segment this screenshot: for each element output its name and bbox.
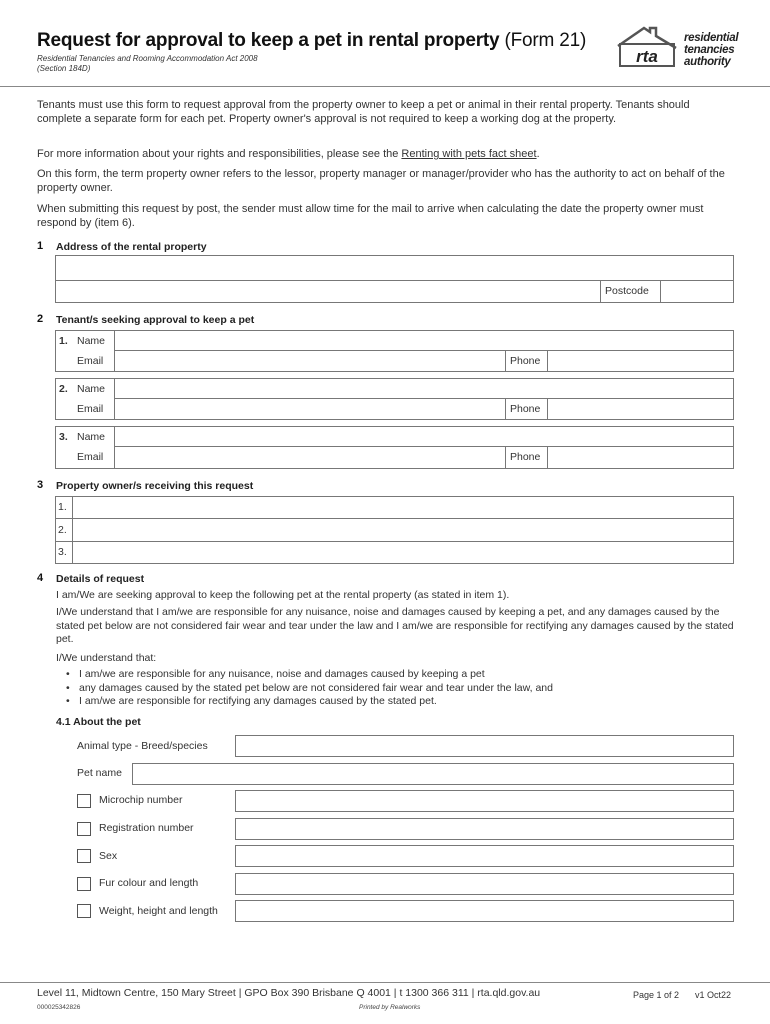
microchip-checkbox[interactable] [77, 794, 91, 808]
form-code: 000025342826 [37, 1004, 81, 1011]
pet-name-input[interactable] [132, 763, 734, 785]
owner-2-number: 2. [58, 524, 67, 536]
intro-p2-text: For more information about your rights and responsibilities, please see the [37, 148, 402, 160]
intro-paragraph-4: When submitting this request by post, the sender must allow time for the mail to arrive when calculating the date the property owner must respond by (item 6). [37, 203, 704, 229]
tenant-2-name-label: Name [77, 383, 106, 395]
tenant-3-phone-label: Phone [510, 451, 541, 463]
animal-type-label: Animal type - Breed/species [77, 740, 208, 752]
section-4-number: 4 [37, 572, 44, 584]
tenant-3-email-label: Email [77, 451, 104, 463]
owner-3-input[interactable] [73, 542, 733, 563]
tenant-3-email-input[interactable] [115, 447, 505, 468]
intro-paragraph-3: On this form, the term property owner refers to the lessor, property manager or manager/provider who has the authority to act on behalf of the property owner. [37, 168, 725, 194]
tenant-3-phone-divider [505, 446, 506, 469]
weight-label: Weight, height and length [99, 905, 218, 917]
postcode-input[interactable] [661, 281, 733, 302]
pet-name-label: Pet name [77, 767, 122, 779]
section-1-number: 1 [37, 240, 44, 252]
tenant-2-phone-label: Phone [510, 403, 541, 415]
bullet-dot-2: • [66, 682, 70, 694]
page-number: Page 1 of 2 [633, 990, 680, 1000]
tenant-2-email-input[interactable] [115, 399, 505, 419]
weight-input[interactable] [235, 900, 734, 922]
registration-checkbox[interactable] [77, 822, 91, 836]
owner-1-input[interactable] [73, 497, 733, 518]
tenant-2-name-input[interactable] [115, 379, 733, 398]
bullet-dot-3: • [66, 695, 70, 707]
tenant-3-number: 3. [59, 431, 68, 443]
owner-1-number: 1. [58, 501, 67, 513]
logo-line-2: tenancies [684, 44, 735, 56]
logo-line-3: authority [684, 56, 731, 68]
subsection-4-1-title: 4.1 About the pet [56, 716, 141, 728]
version-label: v1 Oct22 [695, 990, 732, 1000]
section-4-title: Details of request [56, 573, 145, 585]
act-line-2: (Section 184D) [37, 64, 91, 73]
section-1-title: Address of the rental property [56, 241, 207, 253]
tenant-1-phone-divider [505, 350, 506, 372]
tenant-2-phone-input[interactable] [548, 399, 733, 419]
section-3-number: 3 [37, 479, 44, 491]
bullet-dot-1: • [66, 668, 70, 680]
act-line-1: Residential Tenancies and Rooming Accommodation Act 2008 [37, 54, 258, 63]
sex-label: Sex [99, 850, 118, 862]
address-line-1-input[interactable] [56, 256, 733, 280]
intro-paragraph-1: Tenants must use this form to request approval from the property owner to keep a pet or animal in their rental property. Tenants should complete a separate form for each pet. Property owner's approval is not required to keep a working dog at the property. [37, 99, 690, 125]
rta-logo-icon [614, 24, 680, 70]
tenant-2-phone-divider [505, 398, 506, 420]
owner-3-number: 3. [58, 546, 67, 558]
bullet-item-3: I am/we are responsible for rectifying any damages caused by the stated pet. [79, 695, 437, 707]
address-line-2-input[interactable] [56, 281, 600, 302]
responsibility-statement: I/We understand that I am/we are responsible for any nuisance, noise and damages caused by keeping a pet, and any damages caused by the stated pet below are not considered fair wear and tear under the law and I am/we are responsible for rectifying any damages caused by the stated pet. [56, 606, 734, 645]
tenant-2-number: 2. [59, 383, 68, 395]
act-reference [37, 54, 258, 74]
animal-type-input[interactable] [235, 735, 734, 757]
intro-paragraph-2 [37, 148, 727, 162]
fur-input[interactable] [235, 873, 734, 895]
footer-divider [0, 982, 770, 983]
tenant-1-number: 1. [59, 335, 68, 347]
microchip-label: Microchip number [99, 794, 183, 806]
page-title [37, 30, 586, 52]
tenant-1-name-input[interactable] [115, 331, 733, 350]
tenant-1-email-label: Email [77, 355, 104, 367]
fur-label: Fur colour and length [99, 877, 199, 889]
registration-label: Registration number [99, 822, 194, 834]
header-divider [0, 86, 770, 87]
printed-by: Printed by Realworks [359, 1004, 421, 1011]
request-statement: I am/We are seeking approval to keep the following pet at the rental property (as stated in item 1). [56, 589, 510, 601]
microchip-input[interactable] [235, 790, 734, 812]
fur-checkbox[interactable] [77, 877, 91, 891]
tenant-2-email-label: Email [77, 403, 104, 415]
tenant-3-phone-input[interactable] [548, 447, 733, 468]
intro-p2-end: . [536, 148, 540, 160]
logo-mark-text: rta [636, 47, 658, 66]
title-main: Request for approval to keep a pet in rental property [37, 30, 500, 51]
registration-input[interactable] [235, 818, 734, 840]
tenant-3-name-input[interactable] [115, 427, 733, 446]
section-2-number: 2 [37, 313, 44, 325]
postcode-label: Postcode [605, 285, 649, 297]
footer-address: Level 11, Midtown Centre, 150 Mary Street | GPO Box 390 Brisbane Q 4001 | t 1300 366 311 | rta.qld.gov.au [37, 987, 541, 999]
bullet-item-1: I am/we are responsible for any nuisance, noise and damages caused by keeping a pet [79, 668, 485, 680]
logo-line-1: residential [684, 32, 739, 44]
section-2-title: Tenant/s seeking approval to keep a pet [56, 314, 255, 326]
logo-wordmark [684, 32, 738, 68]
tenant-1-phone-label: Phone [510, 355, 541, 367]
weight-checkbox[interactable] [77, 904, 91, 918]
tenant-1-phone-input[interactable] [548, 351, 733, 371]
tenant-1-email-input[interactable] [115, 351, 505, 371]
section-3-title: Property owner/s receiving this request [56, 480, 254, 492]
owner-2-input[interactable] [73, 519, 733, 541]
tenant-3-name-label: Name [77, 431, 106, 443]
bullet-item-2: any damages caused by the stated pet below are not considered fair wear and tear under the law, and [79, 682, 553, 694]
form-number: (Form 21) [504, 30, 587, 51]
tenant-1-name-label: Name [77, 335, 106, 347]
fact-sheet-link[interactable]: Renting with pets fact sheet [401, 148, 537, 160]
sex-checkbox[interactable] [77, 849, 91, 863]
sex-input[interactable] [235, 845, 734, 867]
postcode-divider-left [600, 280, 601, 303]
understand-intro: I/We understand that: [56, 652, 157, 664]
